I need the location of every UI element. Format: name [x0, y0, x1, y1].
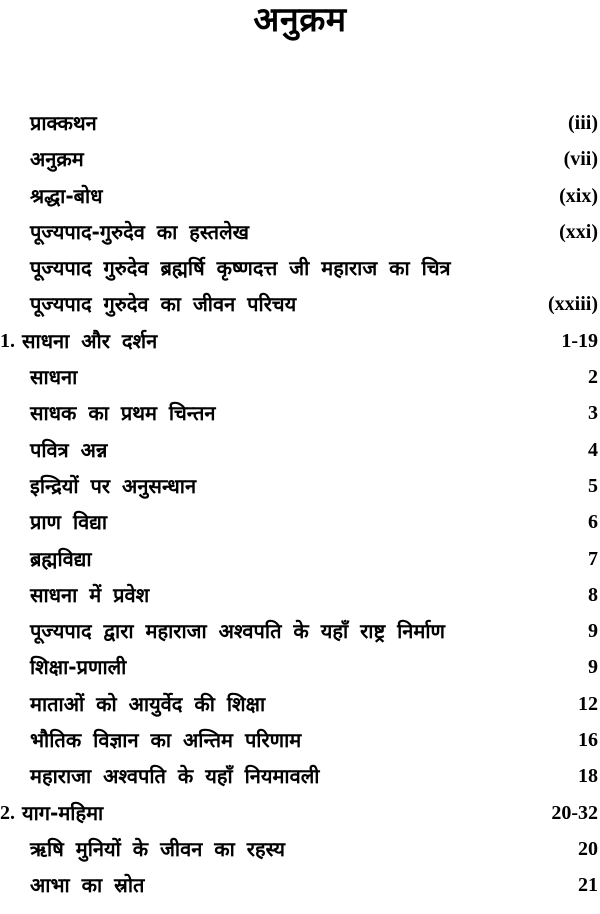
toc-entry-label: साधना — [30, 365, 78, 390]
toc-page-number: 2 — [588, 366, 598, 389]
toc-row — [0, 649, 600, 685]
table-of-contents — [0, 105, 600, 904]
toc-page-number: 16 — [578, 729, 598, 752]
toc-entry-label: माताओं को आयुर्वेद की शिक्षा — [30, 691, 266, 716]
toc-entry-label: साधना में प्रवेश — [30, 582, 150, 607]
toc-page-number: 5 — [588, 474, 598, 497]
toc-entry-label: ब्रह्मविद्या — [30, 546, 92, 571]
toc-entry-label: साधना और दर्शन — [22, 328, 158, 353]
toc-entry-label: प्राण विद्या — [30, 510, 108, 535]
toc-row — [0, 504, 600, 540]
toc-page-number: 20 — [578, 837, 598, 860]
toc-row — [0, 686, 600, 722]
toc-row — [0, 468, 600, 504]
page-title: अनुक्रम — [253, 0, 347, 40]
toc-page-number: 9 — [588, 620, 598, 643]
toc-page-number: 18 — [578, 765, 598, 788]
toc-chapter-row — [0, 323, 600, 359]
toc-row — [0, 359, 600, 395]
toc-page-number: 1-19 — [561, 329, 598, 352]
toc-chapter-number: 2. — [0, 801, 15, 824]
toc-row — [0, 831, 600, 867]
toc-row — [0, 214, 600, 250]
toc-page-number: 8 — [588, 583, 598, 606]
toc-page-number: (iii) — [568, 112, 598, 134]
toc-entry-label: याग-महिमा — [22, 800, 104, 825]
toc-entry-label: साधक का प्रथम चिन्तन — [30, 401, 216, 426]
toc-entry-label: पूज्यपाद गुरुदेव ब्रह्मर्षि कृष्णदत्त जी महाराज का चित्र — [30, 256, 451, 281]
toc-row — [0, 250, 600, 286]
toc-row — [0, 286, 600, 322]
toc-page-number: 6 — [588, 511, 598, 534]
toc-page-number: 9 — [588, 656, 598, 679]
toc-entry-label: महाराजा अश्वपति के यहाँ नियमावली — [30, 764, 320, 789]
toc-entry-label: शिक्षा-प्रणाली — [30, 655, 127, 680]
toc-page-number: (vii) — [563, 148, 598, 171]
toc-page-number: (xxi) — [559, 220, 598, 243]
toc-row — [0, 722, 600, 758]
toc-page-number: 20-32 — [551, 801, 598, 824]
toc-entry-label: पूज्यपाद गुरुदेव का जीवन परिचय — [30, 292, 297, 317]
toc-entry-label: अनुक्रम — [30, 147, 84, 172]
toc-page-number: (xxiii) — [548, 293, 598, 316]
toc-row — [0, 577, 600, 613]
toc-page-number: 4 — [588, 438, 598, 461]
toc-page-number: (xix) — [559, 184, 598, 207]
toc-entry-label: पूज्यपाद द्वारा महाराजा अश्वपति के यहाँ राष्ट्र निर्माण — [30, 619, 445, 644]
toc-entry-label: पूज्यपाद-गुरुदेव का हस्तलेख — [30, 219, 250, 244]
toc-chapter-number: 1. — [0, 329, 15, 352]
toc-chapter-row — [0, 795, 600, 831]
toc-row — [0, 432, 600, 468]
toc-page-number: 21 — [578, 874, 598, 897]
toc-page-number: 7 — [588, 547, 598, 570]
toc-entry-label: भौतिक विज्ञान का अन्तिम परिणाम — [30, 728, 302, 753]
toc-entry-label: पवित्र अन्न — [30, 437, 108, 462]
toc-row — [0, 105, 600, 141]
toc-row — [0, 758, 600, 794]
toc-entry-label: इन्द्रियों पर अनुसन्धान — [30, 473, 197, 498]
toc-page-number: 12 — [578, 692, 598, 715]
toc-row — [0, 613, 600, 649]
toc-row — [0, 867, 600, 903]
toc-entry-label: ऋषि मुनियों के जीवन का रहस्य — [30, 836, 285, 861]
toc-row — [0, 395, 600, 431]
toc-page-number: 3 — [588, 402, 598, 425]
toc-row — [0, 141, 600, 177]
toc-row — [0, 541, 600, 577]
toc-entry-label: श्रद्धा-बोध — [30, 183, 103, 208]
toc-entry-label: आभा का स्रोत — [30, 873, 145, 898]
toc-entry-label: प्राक्कथन — [30, 111, 97, 135]
toc-row — [0, 178, 600, 214]
